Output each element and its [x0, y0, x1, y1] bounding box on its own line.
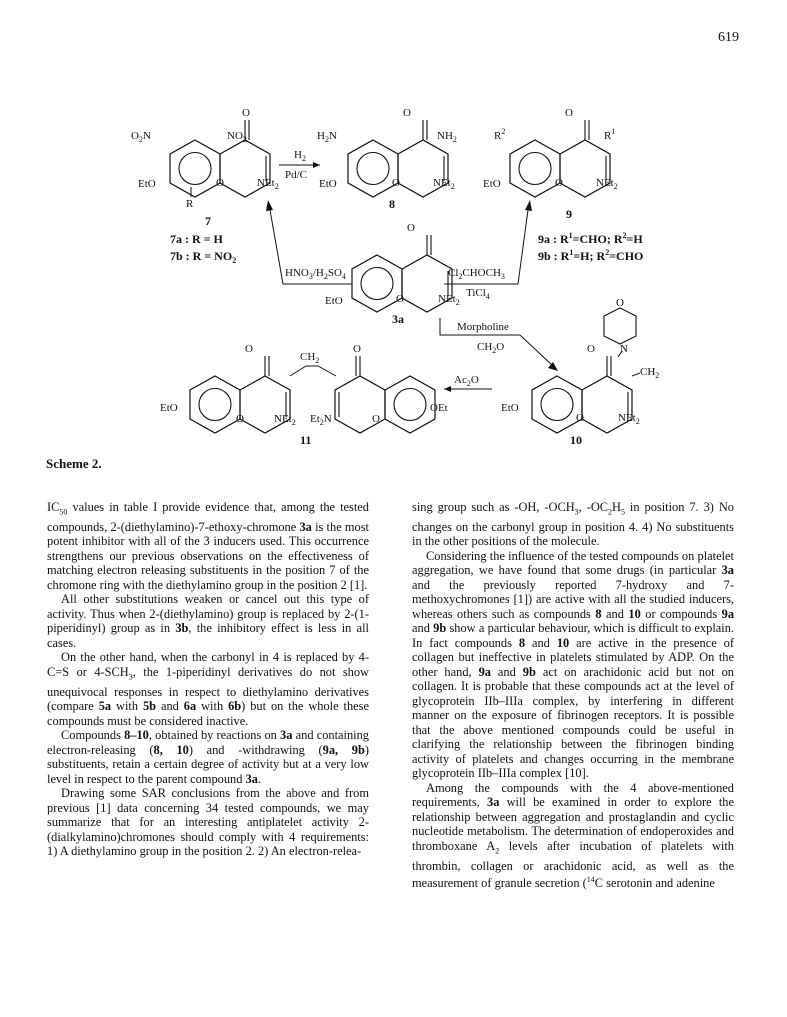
c7-net2-label: NEt$_2$ — [257, 177, 279, 191]
paragraph: On the other hand, when the carbonyl in 4 is replaced by 4-C=S or $4-SCH_3$, the 1-piperidinyl derivatives do not show unequivocal responses in respect to diethylamino derivatives (compare 5a with 5b and 6a with 6b) but on the whole these compounds must be considered inactive. — [47, 650, 369, 728]
paragraph: $IC_{50}$ values in table I provide evidence that, among the tested compounds, 2-(diethylamino)-7-ethoxy-chromone 3a is the most potent inhibitor with all of the 3 inducers used. This occurrence strengthens our previous observations on the effectiveness of matching electron releasing substituents in the position 7 of the chromone ring with the diethylamino group in the position 2 [1]. — [47, 500, 369, 592]
c8-nh2-label: $NH_2$ — [437, 130, 457, 144]
paragraph: Compounds 8–10, obtained by reactions on 3a and containing electron-releasing (8, 10) and -withdrawing (9a, 9b) substituents, retain a certain degree of activity but at a very low level in respect to the parent compound 3a. — [47, 728, 369, 786]
compound-3a-number: 3a — [392, 312, 404, 326]
reaction-scheme — [0, 0, 787, 450]
c11-carbonyl-o-left: O — [245, 343, 253, 355]
compound-8-number: 8 — [389, 197, 395, 211]
hydrogenation-step — [279, 149, 320, 181]
paragraph: Drawing some SAR conclusions from the above and from previous [1] data concerning 34 tested compounds, we may summarize that for an interesting antiplatelet activity 2-(dialkylamino)chromones should comply with 4 requirements: 1) A diethylamino group in the position 2. 2) An electron-relea- — [47, 786, 369, 859]
right-column — [412, 500, 734, 891]
c7-r-label: R — [186, 198, 194, 210]
c11-ring-o-left: O — [236, 413, 244, 425]
c11-net2-left: NEt$_2$ — [274, 413, 296, 427]
reagent-ac2o: $Ac_2O$ — [454, 374, 479, 388]
paragraph: Considering the influence of the tested compounds on platelet aggregation, we have found that some drugs (in particular 3a and the previously reported 7-hydroxy and 7-methoxychromones [1]) are active with all the studied inducers, whereas others such as compounds 8 and 10 or compounds 9a and 9b show a particular behaviour, which is difficult to explain. In fact compounds 8 and 10 are active in the presence of collagen but ineffective in platelets stimulated by ADP. On the other hand, 9a and 9b act on arachidonic acid but not on collagen. It is probable that these compounds act at the level of glycoprotein IIb–IIIa complex, by interfering in different manner on the exposure of fibrinogen receptors. It is possible that the above mentioned compounds could be useful in clarifying the relationship between the fibrinogen binding activity of platelets and changes occurring in the membrane glycoprotein IIb–IIIa complex [10]. — [412, 548, 735, 781]
c9-net2-label: NEt$_2$ — [596, 177, 618, 191]
def-7b: 7b : $R = NO_2$ — [170, 249, 237, 265]
reagent-morpholine: Morpholine — [457, 321, 509, 333]
compound-9-number: 9 — [566, 207, 572, 221]
paragraph: All other substitutions weaken or cancel out this type of activity. Thus when 2-(diethylamino) group is replaced by 2-(1-piperidinyl) group as in 3b, the inhibitory effect is less in all cases. — [47, 592, 369, 650]
c10-eto-label: EtO — [501, 402, 519, 414]
c11-carbonyl-o-right: O — [353, 343, 361, 355]
c8-ring-o: O — [392, 177, 400, 189]
c11-eto-label: EtO — [160, 402, 178, 414]
reagent-formylation: $Cl_2CHOCH_3$ — [448, 267, 505, 281]
compound-7-number: 7 — [205, 214, 211, 228]
c9-eto-label: EtO — [483, 178, 501, 190]
c3a-ring-o: O — [396, 293, 404, 305]
compound-9 — [483, 107, 643, 263]
paragraph: sing group such as -OH, $-OCH_3$, $-OC_2H_5$ in position 7. 3) No changes on the carbonyl group in position 4. 4) No substituents in the other positions of the molecule. — [412, 500, 734, 549]
c11-et2n-label: $Et_2N$ — [310, 413, 332, 427]
left-column — [47, 500, 369, 859]
compound-11-number: 11 — [300, 433, 312, 447]
c9-r1-label: $R^1$ — [604, 127, 616, 142]
c10-net2-label: NEt$_2$ — [618, 412, 640, 426]
c7-ring-o: O — [216, 177, 224, 189]
c11-ring-o-right: O — [372, 413, 380, 425]
c10-morpholine-o: O — [616, 297, 624, 309]
c3a-carbonyl-o: O — [407, 222, 415, 234]
page-number: 619 — [718, 30, 739, 45]
c9-ring-o: O — [555, 177, 563, 189]
compound-10 — [501, 297, 659, 447]
c3a-net2-label: NEt$_2$ — [438, 293, 460, 307]
def-7a: 7a : R = H — [170, 232, 223, 246]
c11-oet-label: OEt — [430, 402, 448, 414]
compound-10-number: 10 — [570, 433, 582, 447]
paragraph: Among the compounds with the 4 above-mentioned requirements, 3a will be examined in order to explore the relationship between aggregation and prostaglandin and cyclic nucleotide metabolism. The determination of endoperoxides and thromboxane $A_2$ levels after incubation of platelets with thrombin, collagen or arachidonic acid, as well as the measurement of granule secretion ($^{14}$C serotonin and adenine — [412, 780, 734, 891]
c9-r2-label: $R^2$ — [494, 127, 506, 142]
scheme-caption: Scheme 2. — [46, 456, 102, 471]
c10-carbonyl-o: O — [587, 343, 595, 355]
formylation-step — [444, 200, 532, 301]
nitration-step — [266, 200, 352, 284]
def-9a: 9a : $R^1=CHO$; $R^2=H$ — [538, 231, 643, 246]
acetylation-step — [444, 374, 492, 392]
c10-ring-o: O — [576, 412, 584, 424]
compound-11 — [160, 343, 448, 447]
c7-o2n-label: $O_2N$ — [131, 130, 151, 144]
c3a-eto-label: EtO — [325, 295, 343, 307]
c8-net2-label: NEt$_2$ — [433, 177, 455, 191]
c10-morpholine-n: N — [620, 343, 628, 355]
c7-carbonyl-o: O — [242, 107, 250, 119]
compound-7 — [131, 107, 279, 265]
reagent-pdc: Pd/C — [285, 169, 308, 181]
c7-no2-label: $NO_2$ — [227, 130, 247, 144]
c7-eto-label: EtO — [138, 178, 156, 190]
c8-h2n-label: $H_2N$ — [317, 130, 337, 144]
c8-carbonyl-o: O — [403, 107, 411, 119]
c10-ch2-label: $CH_2$ — [640, 366, 660, 380]
mannich-step — [440, 318, 558, 371]
c9-carbonyl-o: O — [565, 107, 573, 119]
def-9b: 9b : $R^1=H$; $R^2=CHO$ — [538, 248, 644, 263]
reagent-ch2o: $CH_2O$ — [477, 341, 505, 355]
compound-8 — [317, 107, 457, 211]
reagent-ticl4: TiCl$_4$ — [466, 287, 490, 301]
c11-ch2-label: $CH_2$ — [300, 351, 320, 365]
reagent-nitration: $HNO_3/H_2SO_4$ — [285, 267, 346, 281]
reagent-h2: $H_2$ — [294, 149, 306, 163]
c8-eto-label: EtO — [319, 178, 337, 190]
